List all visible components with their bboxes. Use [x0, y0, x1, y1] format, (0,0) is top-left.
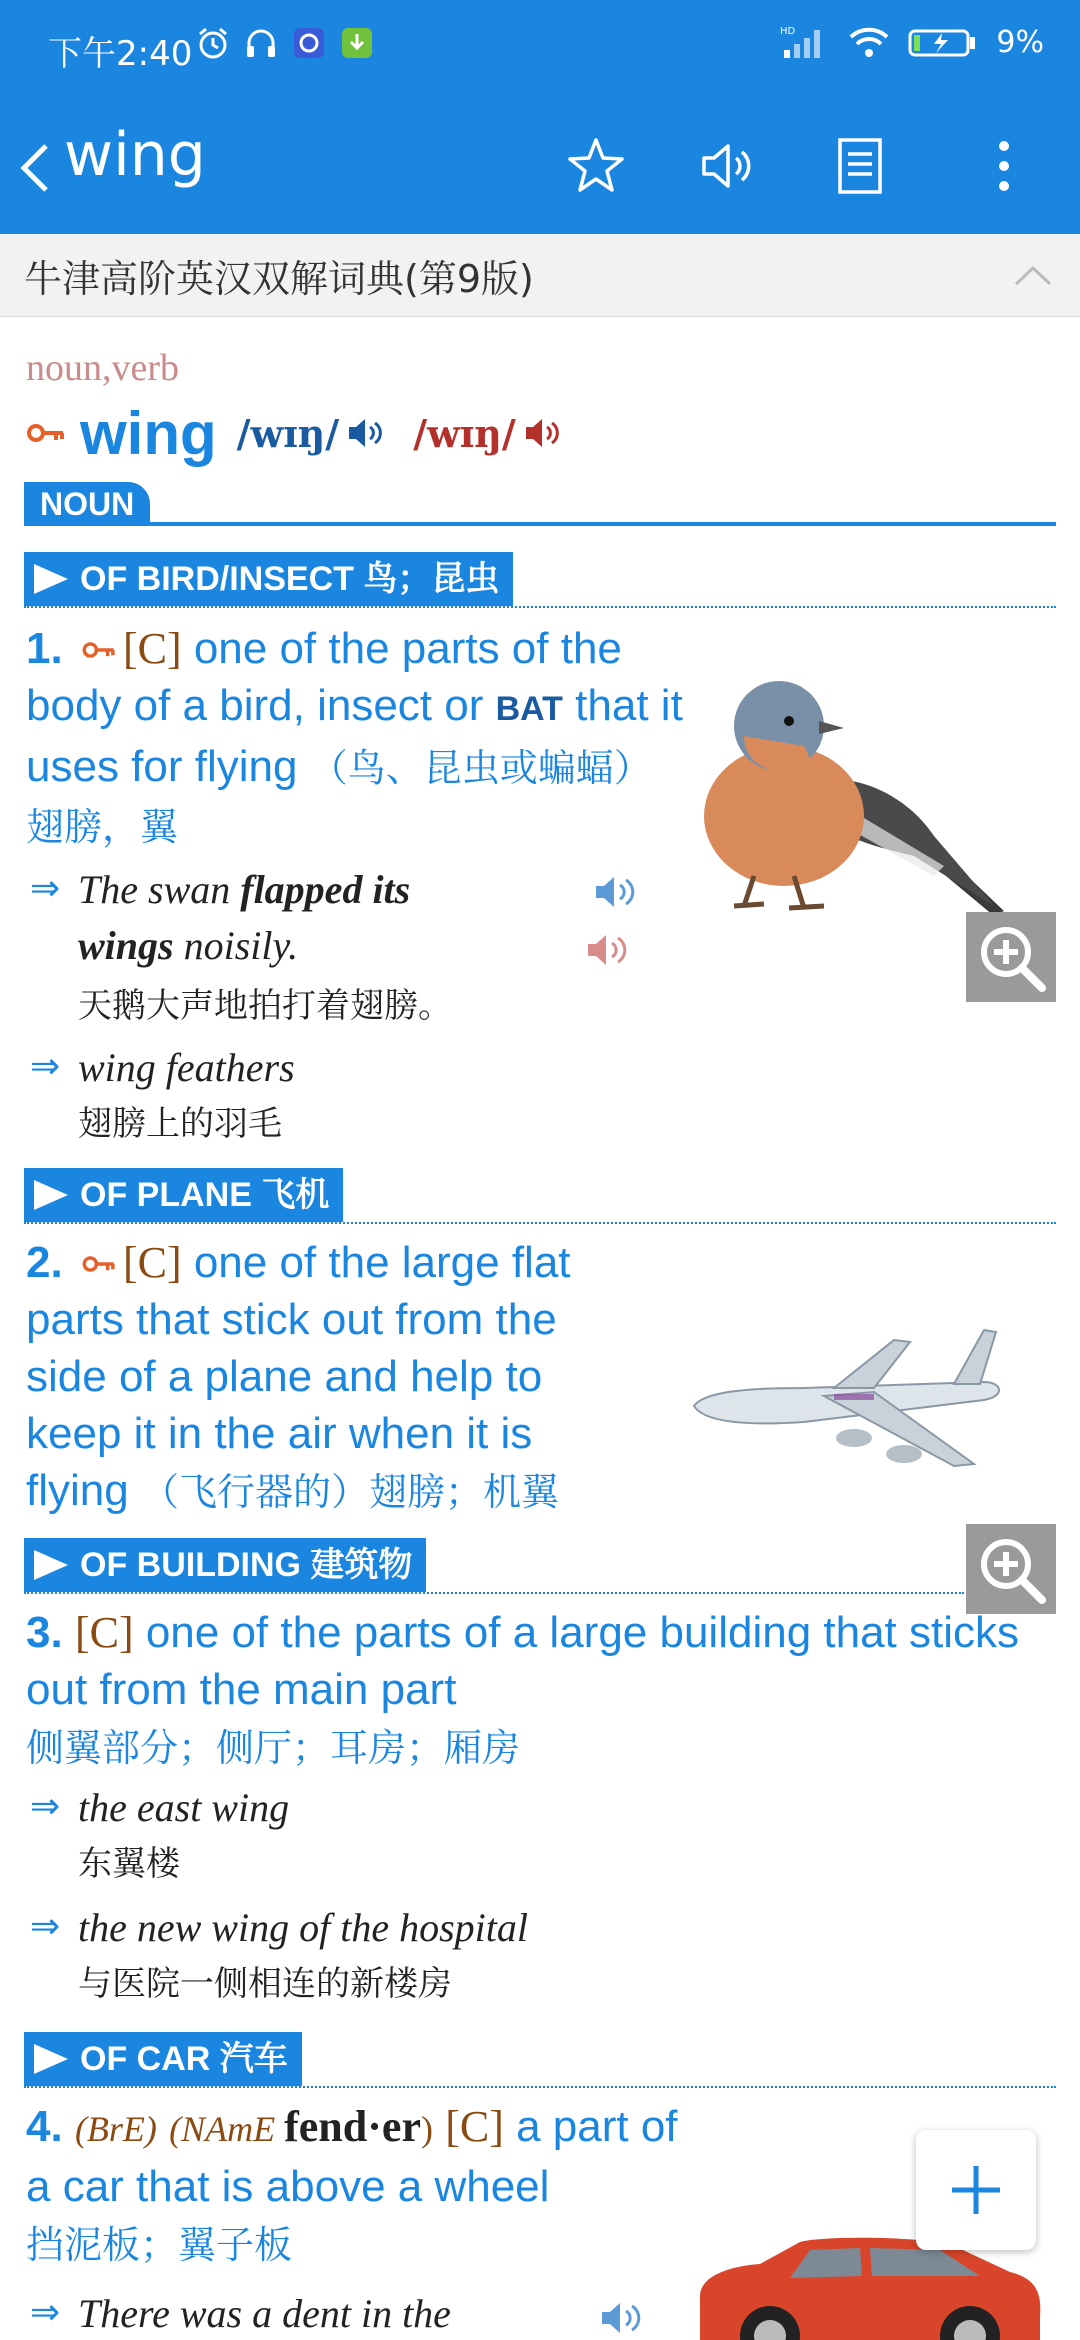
triangle-icon: [34, 2044, 68, 2074]
battery-icon: [908, 25, 978, 59]
dotted-rule: [24, 606, 1056, 608]
example-chinese: 翅膀上的羽毛: [78, 1104, 282, 1144]
status-time: 下午2:40: [48, 34, 193, 74]
example-english: the east wing: [78, 1785, 290, 1830]
key-icon: [79, 1251, 119, 1277]
more-vert-icon: [992, 134, 1016, 198]
key-icon: [26, 418, 66, 448]
headword: wing: [80, 399, 217, 467]
page-title: wing: [64, 120, 206, 190]
sense-header-label: OF PLANE 飞机: [80, 1176, 330, 1214]
example-arrow-icon: ⇒: [30, 1046, 61, 1087]
zoom-in-icon: [974, 920, 1048, 994]
status-notification-icons: [196, 26, 374, 60]
grammar-code: [C]: [122, 624, 182, 673]
example-chinese: 东翼楼: [78, 1844, 180, 1884]
wifi-icon: [848, 25, 890, 59]
definition-chinese: （鸟、昆虫或蝙蝠）翅膀，翼: [26, 746, 652, 849]
example-text-end: noisily.: [173, 923, 299, 968]
sense-header-bird: [24, 552, 513, 606]
speaker-example-british-icon[interactable]: [600, 2298, 646, 2338]
variant-bre: (BrE): [74, 2109, 157, 2149]
sense-number: 2.: [26, 1238, 63, 1287]
status-bar: [0, 0, 1080, 98]
car-illustration[interactable]: [690, 2236, 1050, 2340]
triangle-icon: [34, 1180, 68, 1210]
zoom-in-icon: [974, 1532, 1048, 1606]
sense-number: 1.: [26, 624, 63, 673]
bird-illustration[interactable]: [694, 666, 1014, 946]
speaker-icon: [696, 134, 760, 198]
example-arrow-icon: ⇒: [30, 2292, 61, 2333]
headword-row: [26, 396, 564, 470]
example-collocation: flapped its wings: [78, 867, 411, 968]
sense-number: 4.: [26, 2102, 63, 2151]
status-system-icons: [780, 24, 1044, 60]
part-of-speech: noun,verb: [26, 347, 180, 389]
example-arrow-icon: ⇒: [30, 868, 61, 909]
sense-header-label: OF BUILDING 建筑物: [80, 1546, 413, 1584]
example-chinese: 天鹅大声地拍打着翅膀。: [78, 986, 452, 1026]
triangle-icon: [34, 564, 68, 594]
app-bar: [0, 98, 1080, 234]
document-icon: [828, 134, 892, 198]
sense-definition-1: [26, 620, 686, 856]
sense-header-car: [24, 2032, 302, 2086]
sense-header-label: OF CAR 汽车: [80, 2040, 288, 2078]
grammar-code: [C]: [74, 1608, 134, 1657]
noun-section-rule: [24, 482, 1056, 526]
example-text: The swan: [78, 867, 241, 912]
sense-header-building: [24, 1538, 426, 1592]
app-notification-icon: [292, 26, 326, 60]
definition-text: one of the large flat parts that stick out from the side of a plane and help to keep it in the air when it is flying: [26, 1238, 571, 1515]
chevron-up-icon[interactable]: [1010, 252, 1056, 298]
speaker-british-icon[interactable]: [347, 415, 387, 451]
key-icon: [79, 637, 119, 663]
pronounce-button[interactable]: [688, 126, 768, 206]
variant-close: ): [420, 2109, 433, 2149]
dictionary-name: 牛津高阶英汉双解词典(第9版): [24, 257, 534, 301]
definition-text: one of the parts of the body of a bird, insect or: [26, 624, 622, 730]
signal-icon: [780, 24, 830, 60]
noun-label: NOUN: [24, 482, 150, 526]
ipa-british: /wɪŋ/: [236, 410, 340, 456]
example-english: wing feathers: [78, 1045, 295, 1090]
example-english: [78, 862, 498, 974]
star-icon: [564, 134, 628, 198]
more-options-button[interactable]: [964, 126, 1044, 206]
notes-button[interactable]: [820, 126, 900, 206]
add-to-wordbook-button[interactable]: [916, 2130, 1036, 2250]
definition-chinese: 侧翼部分；侧厅；耳房；厢房: [26, 1726, 521, 1770]
dotted-rule: [24, 1222, 1056, 1224]
dotted-rule: [24, 2086, 1056, 2088]
sense-number: 3.: [26, 1608, 63, 1657]
battery-percent: 9%: [996, 24, 1044, 60]
sense-header-label: OF BIRD/INSECT 鸟；昆虫: [80, 560, 500, 598]
cross-reference-bat[interactable]: BAT: [495, 690, 563, 728]
example-arrow-icon: ⇒: [30, 1906, 61, 1947]
plus-icon: [946, 2160, 1006, 2220]
speaker-example-american-icon[interactable]: [586, 930, 632, 970]
speaker-american-icon[interactable]: [524, 415, 564, 451]
sense-definition-2: [26, 1234, 646, 1521]
dictionary-bar[interactable]: [0, 234, 1080, 317]
back-button[interactable]: [12, 128, 72, 208]
headphones-icon: [244, 26, 278, 60]
definition-text: one of the parts of a large building that sticks out from the main part: [26, 1608, 1020, 1714]
sense-definition-3: [26, 1604, 1066, 1777]
zoom-image-button[interactable]: [966, 1524, 1056, 1614]
sense-definition-4: [26, 2098, 686, 2274]
variant-name: (NAmE: [169, 2109, 285, 2149]
dotted-rule: [24, 1592, 964, 1594]
download-icon: [340, 26, 374, 60]
definition-chinese: （飞行器的）翅膀；机翼: [140, 1470, 559, 1514]
example-english: There was a dent in the: [78, 2291, 451, 2336]
example-english: the new wing of the hospital: [78, 1905, 528, 1950]
zoom-image-button[interactable]: [966, 912, 1056, 1002]
example-arrow-icon: ⇒: [30, 1786, 61, 1827]
chevron-left-icon: [12, 128, 72, 208]
favorite-button[interactable]: [556, 126, 636, 206]
grammar-code: [C]: [445, 2102, 504, 2151]
definition-text: a part of a car that is above a wheel: [26, 2102, 678, 2211]
ipa-american: /wɪŋ/: [413, 410, 516, 456]
grammar-code: [C]: [122, 1238, 182, 1287]
alarm-icon: [196, 26, 230, 60]
example-chinese: 与医院一侧相连的新楼房: [78, 1964, 452, 2004]
sense-header-plane: [24, 1168, 343, 1222]
variant-word[interactable]: fend·er: [284, 2102, 421, 2151]
speaker-example-british-icon[interactable]: [594, 872, 640, 912]
definition-text-cont: that it uses for flying: [26, 681, 683, 791]
triangle-icon: [34, 1550, 68, 1580]
definition-chinese: 挡泥板；翼子板: [26, 2223, 293, 2267]
plane-illustration[interactable]: [684, 1326, 1014, 1476]
entry-content: [0, 316, 1080, 2340]
svg-text:HD: HD: [780, 26, 796, 37]
